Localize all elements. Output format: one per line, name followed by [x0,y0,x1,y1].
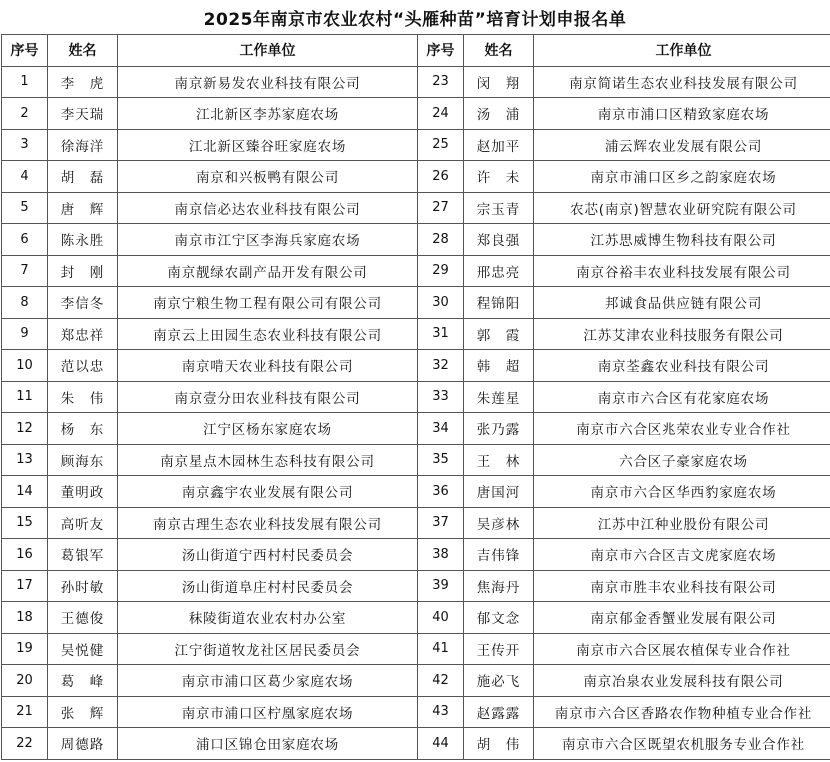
cell-name: 王德俊 [48,602,118,634]
cell-unit: 江宁区杨东家庭农场 [118,413,418,445]
cell-no: 4 [2,161,48,193]
table-row [2,129,830,161]
cell-no: 14 [2,476,48,508]
cell-name: 范以忠 [48,350,118,382]
cell-name: 葛 峰 [48,665,118,697]
cell-name: 郑忠祥 [48,318,118,350]
table-row [2,98,830,130]
cell-name: 李天瑞 [48,98,118,130]
cell-name: 李信冬 [48,287,118,319]
cell-name: 高听友 [48,507,118,539]
cell-name: 唐 辉 [48,192,118,224]
cell-unit: 南京荃鑫农业科技有限公司 [534,350,830,382]
cell-unit: 南京市浦口区精致家庭农场 [534,98,830,130]
cell-unit: 江苏中江种业股份有限公司 [534,507,830,539]
cell-no: 13 [2,444,48,476]
cell-name: 吴彦林 [464,507,534,539]
table-row [2,728,830,760]
cell-unit: 南京市浦口区乡之韵家庭农场 [534,161,830,193]
cell-no: 5 [2,192,48,224]
cell-unit: 南京云上田园生态农业科技有限公司 [118,318,418,350]
cell-no: 18 [2,602,48,634]
cell-no: 32 [418,350,464,382]
cell-name: 焦海丹 [464,570,534,602]
cell-no: 41 [418,633,464,665]
table-row [2,224,830,256]
cell-no: 25 [418,129,464,161]
cell-unit: 南京郁金香蟹业发展有限公司 [534,602,830,634]
cell-unit: 江苏思威博生物科技有限公司 [534,224,830,256]
cell-unit: 南京信必达农业科技有限公司 [118,192,418,224]
cell-no: 26 [418,161,464,193]
table-row [2,66,830,98]
cell-unit: 南京市六合区有花家庭农场 [534,381,830,413]
table-row [2,570,830,602]
cell-unit: 江北新区臻谷旺家庭农场 [118,129,418,161]
table-row [2,444,830,476]
cell-unit: 南京市六合区展农植保专业合作社 [534,633,830,665]
cell-unit: 南京市江宁区李海兵家庭农场 [118,224,418,256]
cell-name: 王传开 [464,633,534,665]
cell-unit: 南京壹分田农业科技有限公司 [118,381,418,413]
cell-no: 12 [2,413,48,445]
cell-no: 28 [418,224,464,256]
cell-no: 8 [2,287,48,319]
cell-unit: 邦诚食品供应链有限公司 [534,287,830,319]
cell-name: 陈永胜 [48,224,118,256]
cell-unit: 南京市六合区华西豹家庭农场 [534,476,830,508]
cell-name: 郭 霞 [464,318,534,350]
cell-unit: 汤山街道阜庄村村民委员会 [118,570,418,602]
cell-no: 38 [418,539,464,571]
cell-unit: 南京冶泉农业发展科技有限公司 [534,665,830,697]
header-unit: 工作单位 [534,35,830,67]
table-row [2,255,830,287]
cell-name: 葛银军 [48,539,118,571]
cell-no: 21 [2,696,48,728]
cell-no: 16 [2,539,48,571]
cell-unit: 南京靓绿农副产品开发有限公司 [118,255,418,287]
cell-name: 徐海洋 [48,129,118,161]
cell-unit: 南京和兴板鸭有限公司 [118,161,418,193]
cell-no: 37 [418,507,464,539]
cell-unit: 南京简诺生态农业科技发展有限公司 [534,66,830,98]
cell-unit: 南京市浦口区葛少家庭农场 [118,665,418,697]
cell-no: 10 [2,350,48,382]
document-title: 2025年南京市农业农村“头雁种苗”培育计划申报名单 [203,9,627,30]
cell-name: 李 虎 [48,66,118,98]
cell-name: 韩 超 [464,350,534,382]
cell-unit: 南京市六合区兆荣农业专业合作社 [534,413,830,445]
cell-name: 赵露露 [464,696,534,728]
cell-name: 赵加平 [464,129,534,161]
cell-name: 闵 翔 [464,66,534,98]
cell-unit: 浦云辉农业发展有限公司 [534,129,830,161]
cell-name: 周德路 [48,728,118,760]
header-name: 姓名 [464,35,534,67]
cell-no: 30 [418,287,464,319]
cell-no: 40 [418,602,464,634]
cell-unit: 南京市六合区吉文虎家庭农场 [534,539,830,571]
cell-name: 张乃露 [464,413,534,445]
cell-no: 15 [2,507,48,539]
cell-name: 顾海东 [48,444,118,476]
cell-no: 7 [2,255,48,287]
cell-no: 20 [2,665,48,697]
cell-unit: 江宁街道牧龙社区居民委员会 [118,633,418,665]
cell-name: 吉伟锋 [464,539,534,571]
cell-no: 27 [418,192,464,224]
cell-unit: 汤山街道宁西村村民委员会 [118,539,418,571]
cell-no: 36 [418,476,464,508]
cell-no: 23 [418,66,464,98]
table-row [2,507,830,539]
table-row [2,318,830,350]
cell-unit: 南京古理生态农业科技发展有限公司 [118,507,418,539]
table-row [2,696,830,728]
cell-name: 唐国河 [464,476,534,508]
cell-name: 朱莲星 [464,381,534,413]
cell-unit: 浦口区锦仓田家庭农场 [118,728,418,760]
cell-unit: 南京市浦口区柠凰家庭农场 [118,696,418,728]
cell-no: 24 [418,98,464,130]
table-row [2,161,830,193]
cell-name: 吴悦健 [48,633,118,665]
cell-name: 施必飞 [464,665,534,697]
cell-name: 张 辉 [48,696,118,728]
cell-name: 宗玉青 [464,192,534,224]
cell-unit: 南京星点木园林生态科技有限公司 [118,444,418,476]
header-no: 序号 [418,35,464,67]
cell-no: 34 [418,413,464,445]
cell-unit: 南京市六合区香路农作物种植专业合作社 [534,696,830,728]
cell-unit: 江苏艾津农业科技服务有限公司 [534,318,830,350]
cell-name: 汤 浦 [464,98,534,130]
cell-unit: 南京宁粮生物工程有限公司有限公司 [118,287,418,319]
cell-name: 胡 伟 [464,728,534,760]
cell-no: 6 [2,224,48,256]
cell-no: 44 [418,728,464,760]
cell-unit: 农芯(南京)智慧农业研究院有限公司 [534,192,830,224]
cell-unit: 南京市胜丰农业科技有限公司 [534,570,830,602]
cell-no: 3 [2,129,48,161]
cell-no: 9 [2,318,48,350]
cell-name: 杨 东 [48,413,118,445]
cell-name: 郑良强 [464,224,534,256]
table-row [2,539,830,571]
table-row [2,350,830,382]
cell-unit: 南京谷裕丰农业科技发展有限公司 [534,255,830,287]
table-header-row [2,35,830,67]
cell-no: 33 [418,381,464,413]
cell-name: 封 刚 [48,255,118,287]
cell-name: 许 未 [464,161,534,193]
cell-no: 22 [2,728,48,760]
cell-no: 29 [418,255,464,287]
applicant-table [1,34,830,760]
cell-unit: 南京鑫宇农业发展有限公司 [118,476,418,508]
table-row [2,476,830,508]
cell-no: 19 [2,633,48,665]
cell-no: 17 [2,570,48,602]
cell-unit: 江北新区李苏家庭农场 [118,98,418,130]
cell-no: 2 [2,98,48,130]
cell-name: 胡 磊 [48,161,118,193]
cell-name: 郁文念 [464,602,534,634]
table-row [2,413,830,445]
cell-no: 43 [418,696,464,728]
table-row [2,381,830,413]
cell-no: 1 [2,66,48,98]
cell-unit: 六合区子豪家庭农场 [534,444,830,476]
cell-unit: 秣陵街道农业农村办公室 [118,602,418,634]
table-row [2,665,830,697]
cell-no: 31 [418,318,464,350]
cell-name: 邢忠亮 [464,255,534,287]
cell-name: 王 林 [464,444,534,476]
cell-unit: 南京啃天农业科技有限公司 [118,350,418,382]
cell-no: 39 [418,570,464,602]
cell-no: 11 [2,381,48,413]
table-row [2,287,830,319]
cell-unit: 南京新易发农业科技有限公司 [118,66,418,98]
cell-no: 42 [418,665,464,697]
cell-name: 程锦阳 [464,287,534,319]
header-no: 序号 [2,35,48,67]
table-body [2,66,830,759]
cell-name: 朱 伟 [48,381,118,413]
table-row [2,192,830,224]
table-row [2,602,830,634]
header-unit: 工作单位 [118,35,418,67]
cell-no: 35 [418,444,464,476]
cell-name: 孙时敏 [48,570,118,602]
cell-unit: 南京市六合区既望农机服务专业合作社 [534,728,830,760]
table-row [2,633,830,665]
header-name: 姓名 [48,35,118,67]
cell-name: 董明政 [48,476,118,508]
